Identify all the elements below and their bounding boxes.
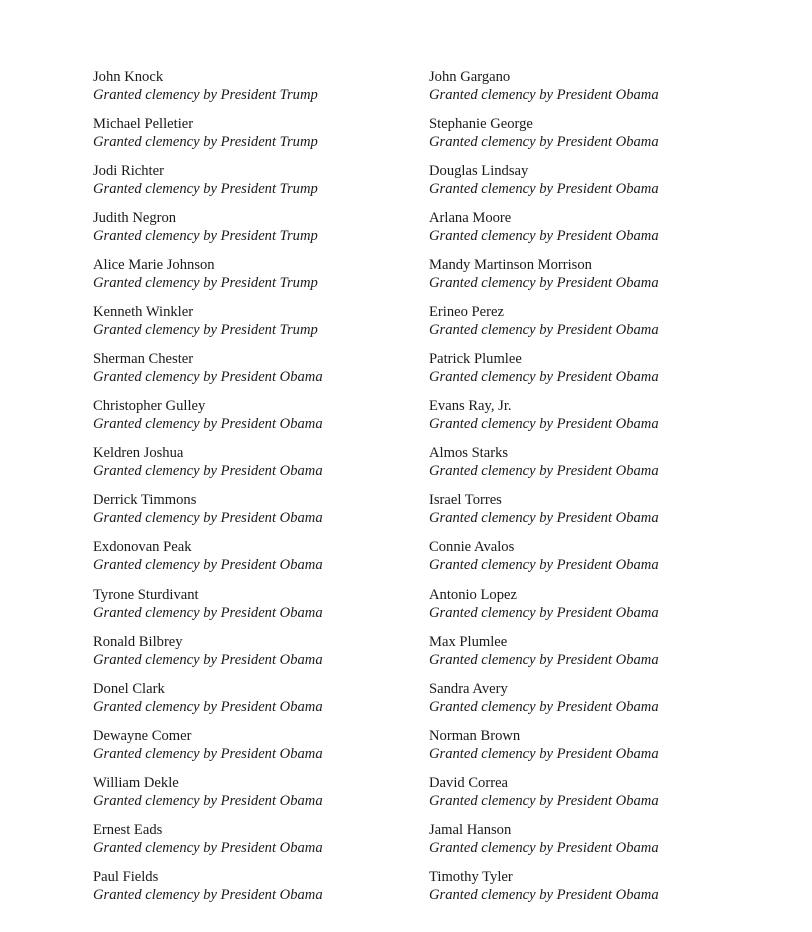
- clemency-status: Granted clemency by President Obama: [429, 886, 659, 903]
- clemency-status: Granted clemency by President Obama: [429, 228, 659, 245]
- person-name: Kenneth Winkler: [93, 304, 194, 321]
- list-item: [93, 68, 423, 115]
- person-name: Tyrone Sturdivant: [93, 586, 199, 603]
- person-name: Exdonovan Peak: [93, 539, 192, 556]
- person-name: Jamal Hanson: [429, 821, 512, 838]
- person-name: Alice Marie Johnson: [93, 257, 215, 274]
- list-item: [429, 774, 759, 821]
- person-name: John Gargano: [429, 69, 511, 85]
- clemency-status: Granted clemency by President Obama: [429, 322, 659, 339]
- clemency-status: Granted clemency by President Trump: [93, 181, 318, 198]
- list-item: [429, 115, 759, 162]
- list-item: [429, 397, 759, 444]
- clemency-status: Granted clemency by President Obama: [429, 698, 659, 715]
- clemency-status: Granted clemency by President Obama: [93, 839, 323, 856]
- person-name: Arlana Moore: [429, 210, 512, 227]
- clemency-status: Granted clemency by President Obama: [93, 604, 323, 621]
- person-name: Stephanie George: [429, 116, 533, 133]
- list-item: [93, 491, 423, 538]
- person-name: Evans Ray, Jr.: [429, 398, 512, 415]
- clemency-status: Granted clemency by President Trump: [93, 275, 318, 292]
- list-item: [93, 209, 423, 256]
- clemency-status: Granted clemency by President Obama: [429, 792, 659, 809]
- person-name: Donel Clark: [93, 680, 165, 697]
- person-name: Michael Pelletier: [93, 116, 194, 133]
- person-name: Jodi Richter: [93, 163, 164, 180]
- clemency-status: Granted clemency by President Obama: [93, 651, 323, 668]
- clemency-status: Granted clemency by President Obama: [429, 181, 659, 198]
- person-name: Almos Starks: [429, 445, 509, 462]
- list-item: [93, 162, 423, 209]
- clemency-status: Granted clemency by President Trump: [93, 87, 318, 103]
- clemency-status: Granted clemency by President Obama: [93, 886, 323, 903]
- list-item: [93, 303, 423, 350]
- list-item: [93, 397, 423, 444]
- list-item: [93, 868, 423, 915]
- person-name: Max Plumlee: [429, 633, 508, 650]
- list-item: [93, 821, 423, 868]
- left-column: [93, 68, 423, 915]
- person-name: Ernest Eads: [93, 821, 163, 838]
- list-item: [93, 350, 423, 397]
- clemency-status: Granted clemency by President Obama: [429, 87, 659, 103]
- clemency-status: Granted clemency by President Obama: [429, 510, 659, 527]
- person-name: Connie Avalos: [429, 539, 515, 556]
- clemency-status: Granted clemency by President Obama: [93, 792, 323, 809]
- list-item: [429, 868, 759, 915]
- list-item: [93, 633, 423, 680]
- clemency-status: Granted clemency by President Obama: [93, 463, 323, 480]
- list-item: [429, 680, 759, 727]
- person-name: Paul Fields: [93, 868, 159, 885]
- person-name: Norman Brown: [429, 727, 521, 744]
- clemency-status: Granted clemency by President Obama: [429, 416, 659, 433]
- clemency-status: Granted clemency by President Trump: [93, 322, 318, 339]
- clemency-status: Granted clemency by President Obama: [93, 510, 323, 527]
- person-name: Mandy Martinson Morrison: [429, 257, 592, 274]
- clemency-status: Granted clemency by President Obama: [429, 604, 659, 621]
- clemency-status: Granted clemency by President Trump: [93, 228, 318, 245]
- list-item: [429, 209, 759, 256]
- clemency-status: Granted clemency by President Obama: [429, 745, 659, 762]
- clemency-status: Granted clemency by President Obama: [429, 557, 659, 574]
- clemency-status: Granted clemency by President Obama: [93, 557, 323, 574]
- person-name: Sandra Avery: [429, 680, 508, 697]
- list-item: [429, 538, 759, 585]
- list-item: [93, 774, 423, 821]
- clemency-status: Granted clemency by President Obama: [429, 651, 659, 668]
- person-name: Patrick Plumlee: [429, 351, 522, 368]
- clemency-status: Granted clemency by President Obama: [429, 839, 659, 856]
- list-item: [429, 633, 759, 680]
- clemency-status: Granted clemency by President Obama: [93, 745, 323, 762]
- clemency-status: Granted clemency by President Trump: [93, 134, 318, 151]
- list-item: [429, 303, 759, 350]
- person-name: Sherman Chester: [93, 351, 194, 368]
- clemency-status: Granted clemency by President Obama: [429, 369, 659, 386]
- list-item: [429, 256, 759, 303]
- list-item: [429, 162, 759, 209]
- clemency-status: Granted clemency by President Obama: [93, 369, 323, 386]
- person-name: Israel Torres: [429, 492, 502, 509]
- person-name: John Knock: [93, 69, 164, 85]
- clemency-status: Granted clemency by President Obama: [429, 134, 659, 151]
- list-item: [429, 491, 759, 538]
- person-name: David Correa: [429, 774, 509, 791]
- person-name: Judith Negron: [93, 210, 177, 227]
- person-name: Douglas Lindsay: [429, 163, 529, 180]
- clemency-status: Granted clemency by President Obama: [429, 275, 659, 292]
- clemency-status: Granted clemency by President Obama: [429, 463, 659, 480]
- person-name: Christopher Gulley: [93, 398, 206, 415]
- person-name: Timothy Tyler: [429, 868, 513, 885]
- clemency-status: Granted clemency by President Obama: [93, 416, 323, 433]
- list-item: [93, 538, 423, 585]
- person-name: Dewayne Comer: [93, 727, 192, 744]
- list-item: [429, 727, 759, 774]
- list-item: [93, 727, 423, 774]
- person-name: William Dekle: [93, 774, 179, 791]
- person-name: Erineo Perez: [429, 304, 504, 321]
- person-name: Antonio Lopez: [429, 586, 517, 603]
- list-item: [429, 821, 759, 868]
- list-item: [93, 586, 423, 633]
- person-name: Ronald Bilbrey: [93, 633, 183, 650]
- list-item: [93, 444, 423, 491]
- list-item: [429, 68, 759, 115]
- person-name: Derrick Timmons: [93, 492, 197, 509]
- clemency-status: Granted clemency by President Obama: [93, 698, 323, 715]
- list-item: [93, 115, 423, 162]
- list-item: [429, 586, 759, 633]
- list-item: [93, 256, 423, 303]
- list-item: [93, 680, 423, 727]
- list-item: [429, 350, 759, 397]
- list-item: [429, 444, 759, 491]
- right-column: [429, 68, 759, 915]
- person-name: Keldren Joshua: [93, 445, 184, 462]
